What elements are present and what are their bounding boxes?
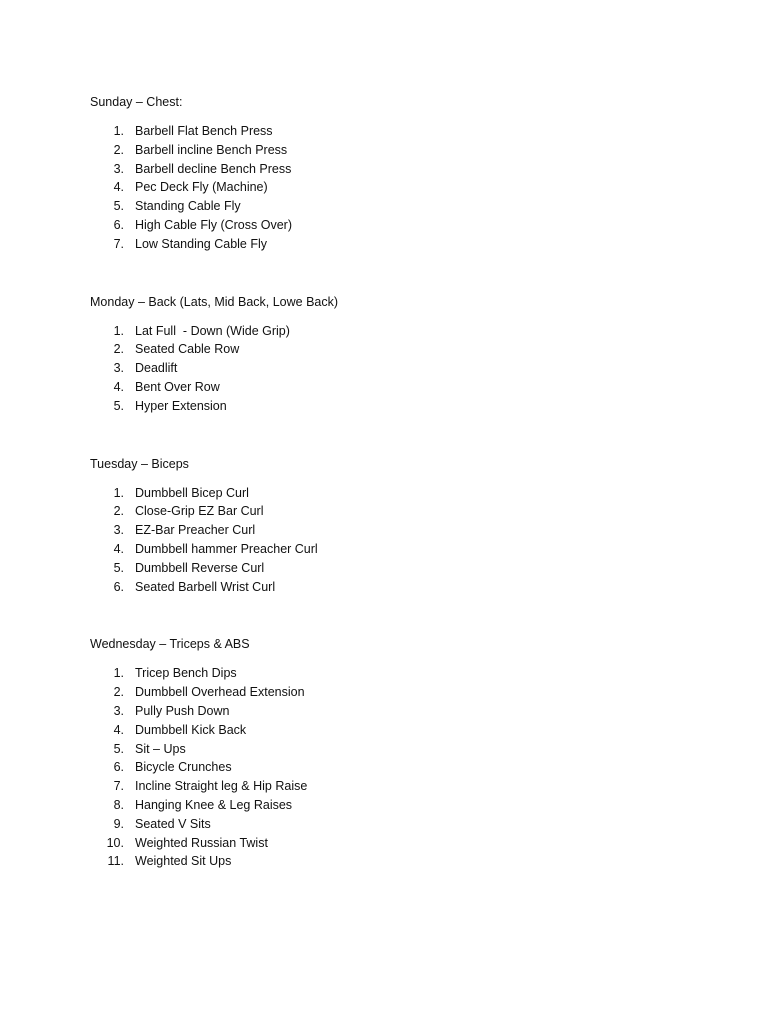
item-text: Hyper Extension xyxy=(135,398,227,413)
section-wednesday xyxy=(90,635,710,871)
section-heading: Tuesday – Biceps xyxy=(90,456,189,471)
item-text: Dumbbell Bicep Curl xyxy=(135,485,249,500)
item-text: Dumbbell Kick Back xyxy=(135,722,247,737)
item-text: Seated Cable Row xyxy=(135,342,240,357)
item-number: 2. xyxy=(113,504,124,519)
list-item xyxy=(90,721,710,740)
list-item xyxy=(90,852,710,871)
item-text: Tricep Bench Dips xyxy=(135,666,237,681)
item-text: Dumbbell Reverse Curl xyxy=(135,560,265,575)
item-text: Barbell decline Bench Press xyxy=(135,161,292,176)
item-number: 2. xyxy=(113,685,124,700)
list-item xyxy=(90,378,710,397)
item-text: Lat Full - Down (Wide Grip) xyxy=(135,323,290,338)
list-item xyxy=(90,178,710,197)
item-number: 6. xyxy=(113,217,124,232)
item-text: Seated Barbell Wrist Curl xyxy=(135,579,276,594)
item-number: 3. xyxy=(113,361,124,376)
item-text: Pec Deck Fly (Machine) xyxy=(135,180,268,195)
section-spacer xyxy=(90,416,710,455)
item-text: Weighted Russian Twist xyxy=(135,835,268,850)
list-item xyxy=(90,559,710,578)
exercise-list xyxy=(90,664,710,871)
exercise-list xyxy=(90,322,710,416)
item-number: 4. xyxy=(113,722,124,737)
list-item xyxy=(90,235,710,254)
list-item xyxy=(90,834,710,853)
list-item xyxy=(90,141,710,160)
list-item xyxy=(90,540,710,559)
item-number: 3. xyxy=(113,161,124,176)
item-number: 1. xyxy=(113,485,124,500)
item-number: 11. xyxy=(107,854,124,869)
item-text: Weighted Sit Ups xyxy=(135,854,232,869)
list-item xyxy=(90,484,710,503)
exercise-list xyxy=(90,122,710,254)
section-heading: Wednesday – Triceps & ABS xyxy=(90,637,250,652)
list-item xyxy=(90,122,710,141)
item-text: Incline Straight leg & Hip Raise xyxy=(135,779,308,794)
list-item xyxy=(90,359,710,378)
section-heading: Sunday – Chest: xyxy=(90,95,183,109)
item-number: 9. xyxy=(113,816,124,831)
list-item xyxy=(90,340,710,359)
item-text: Pully Push Down xyxy=(135,703,230,718)
item-number: 1. xyxy=(113,666,124,681)
item-number: 1. xyxy=(113,323,124,338)
list-item xyxy=(90,796,710,815)
list-item xyxy=(90,521,710,540)
item-number: 4. xyxy=(113,180,124,195)
list-item xyxy=(90,502,710,521)
list-item xyxy=(90,322,710,341)
document-body xyxy=(90,93,710,871)
list-item xyxy=(90,197,710,216)
section-spacer xyxy=(90,254,710,293)
item-number: 3. xyxy=(113,523,124,538)
item-text: Deadlift xyxy=(135,361,178,376)
item-text: Close-Grip EZ Bar Curl xyxy=(135,504,264,519)
list-item xyxy=(90,777,710,796)
list-item xyxy=(90,758,710,777)
item-text: Barbell incline Bench Press xyxy=(135,142,288,157)
item-number: 5. xyxy=(113,199,124,214)
list-item xyxy=(90,815,710,834)
section-heading: Monday – Back (Lats, Mid Back, Lowe Back) xyxy=(90,294,339,309)
item-text: High Cable Fly (Cross Over) xyxy=(135,217,292,232)
item-number: 6. xyxy=(113,760,124,775)
item-text: Dumbbell hammer Preacher Curl xyxy=(135,541,318,556)
item-number: 2. xyxy=(113,142,124,157)
item-text: Seated V Sits xyxy=(135,816,211,831)
item-number: 5. xyxy=(113,560,124,575)
item-number: 4. xyxy=(113,379,124,394)
item-text: Low Standing Cable Fly xyxy=(135,236,268,251)
item-number: 7. xyxy=(113,236,124,251)
exercise-list xyxy=(90,484,710,597)
item-number: 2. xyxy=(113,342,124,357)
item-number: 4. xyxy=(113,541,124,556)
list-item xyxy=(90,397,710,416)
item-text: Sit – Ups xyxy=(135,741,186,756)
list-item xyxy=(90,683,710,702)
item-number: 8. xyxy=(113,797,124,812)
item-text: Barbell Flat Bench Press xyxy=(135,124,273,138)
item-number: 5. xyxy=(113,398,124,413)
item-number: 6. xyxy=(113,579,124,594)
item-number: 10. xyxy=(106,835,124,850)
list-item xyxy=(90,664,710,683)
item-text: Bent Over Row xyxy=(135,379,220,394)
item-text: EZ-Bar Preacher Curl xyxy=(135,523,256,538)
item-number: 1. xyxy=(113,124,124,138)
section-spacer xyxy=(90,596,710,635)
item-text: Dumbbell Overhead Extension xyxy=(135,685,305,700)
item-number: 3. xyxy=(113,703,124,718)
item-text: Bicycle Crunches xyxy=(135,760,232,775)
section-monday xyxy=(90,293,710,416)
list-item xyxy=(90,702,710,721)
list-item xyxy=(90,160,710,179)
list-item xyxy=(90,578,710,597)
item-number: 7. xyxy=(113,779,124,794)
item-text: Hanging Knee & Leg Raises xyxy=(135,797,293,812)
list-item xyxy=(90,216,710,235)
section-tuesday xyxy=(90,455,710,597)
section-sunday xyxy=(90,93,710,254)
list-item xyxy=(90,740,710,759)
item-number: 5. xyxy=(113,741,124,756)
item-text: Standing Cable Fly xyxy=(135,199,241,214)
